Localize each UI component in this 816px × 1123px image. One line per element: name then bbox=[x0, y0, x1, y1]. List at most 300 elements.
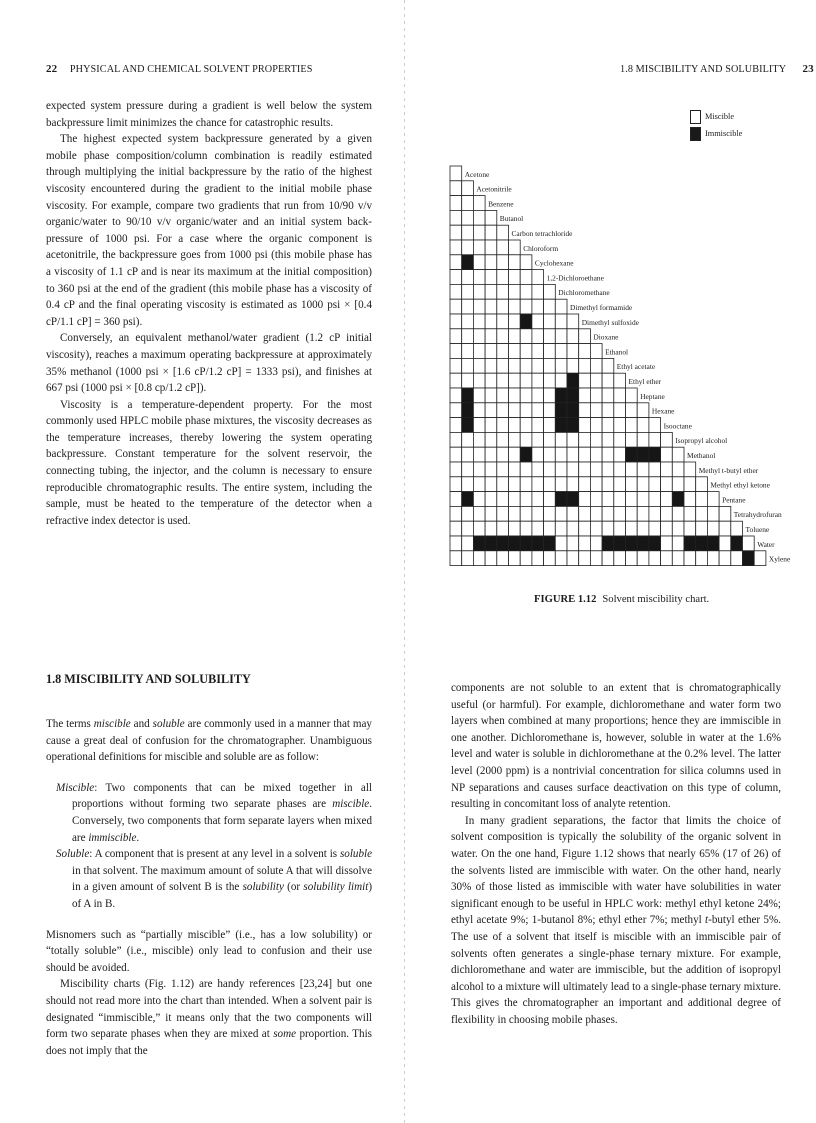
miscible-cell bbox=[497, 240, 509, 255]
miscible-cell bbox=[520, 299, 532, 314]
miscible-cell bbox=[485, 314, 497, 329]
miscible-cell bbox=[532, 403, 544, 418]
paragraph: Conversely, an equivalent methanol/water gradient (1.2 cP initial viscosity), reaches a maximum operating backpressure at approximately 35% methanol (1000 psi × [1.6 cP/1.2 cP] = 1333 psi), and finishes at 667 psi (1000 psi × [0.8 cp/1.2 cP]). bbox=[46, 332, 372, 395]
immiscible-cell bbox=[567, 388, 579, 403]
diagonal-cell bbox=[544, 284, 556, 299]
miscible-cell bbox=[509, 255, 521, 270]
miscible-cell bbox=[579, 506, 591, 521]
miscible-cell bbox=[450, 284, 462, 299]
miscible-cell bbox=[567, 551, 579, 566]
miscible-cell bbox=[473, 329, 485, 344]
miscible-cell bbox=[497, 299, 509, 314]
miscible-cell bbox=[485, 492, 497, 507]
immiscible-cell bbox=[626, 447, 638, 462]
diagonal-cell bbox=[485, 210, 497, 225]
miscible-cell bbox=[497, 284, 509, 299]
miscible-cell bbox=[450, 432, 462, 447]
diagonal-cell bbox=[520, 255, 532, 270]
immiscible-cell bbox=[602, 536, 614, 551]
miscible-cell bbox=[462, 373, 474, 388]
miscible-cell bbox=[544, 492, 556, 507]
miscible-cell bbox=[555, 344, 567, 359]
miscible-cell bbox=[684, 492, 696, 507]
miscible-cell bbox=[462, 210, 474, 225]
miscible-cell bbox=[485, 299, 497, 314]
miscible-cell bbox=[509, 388, 521, 403]
page-gutter bbox=[404, 0, 405, 1123]
solvent-label: Toluene bbox=[745, 525, 770, 534]
miscible-cell bbox=[590, 432, 602, 447]
miscible-cell bbox=[555, 358, 567, 373]
miscible-cell bbox=[637, 462, 649, 477]
miscible-cell bbox=[450, 506, 462, 521]
miscible-cell bbox=[473, 492, 485, 507]
miscible-cell bbox=[497, 506, 509, 521]
miscible-cell bbox=[555, 536, 567, 551]
miscible-cell bbox=[637, 418, 649, 433]
diagonal-cell bbox=[684, 462, 696, 477]
miscible-cell bbox=[462, 358, 474, 373]
miscible-cell bbox=[532, 462, 544, 477]
miscible-cell bbox=[649, 477, 661, 492]
miscible-cell bbox=[485, 388, 497, 403]
miscible-cell bbox=[602, 492, 614, 507]
miscible-cell bbox=[590, 506, 602, 521]
definition-soluble: Soluble: A component that is present at any level in a solvent is soluble in that solvent. The maximum amount of solute A that will dissolve in a given amount of solvent B is the solubility (or solubility limit) of A in B. bbox=[56, 848, 373, 910]
miscible-cell bbox=[637, 432, 649, 447]
miscible-cell bbox=[473, 447, 485, 462]
miscible-cell bbox=[579, 358, 591, 373]
miscible-cell bbox=[602, 418, 614, 433]
miscible-cell bbox=[509, 492, 521, 507]
miscible-cell bbox=[520, 403, 532, 418]
miscible-cell bbox=[614, 432, 626, 447]
miscible-cell bbox=[497, 388, 509, 403]
left-page-number: 22 bbox=[46, 63, 58, 75]
miscible-cell bbox=[532, 299, 544, 314]
miscible-cell bbox=[602, 521, 614, 536]
miscible-cell bbox=[555, 329, 567, 344]
miscible-cell bbox=[532, 521, 544, 536]
charts-paragraph: Miscibility charts (Fig. 1.12) are handy references [23,24] but one should not read more into the chart than intended. When a solvent pair is designated “immiscible,” it means only that the two components will form two separate phases when they are mixed at some proportion. This does not imply that the bbox=[46, 978, 372, 1057]
miscible-cell bbox=[520, 388, 532, 403]
solvent-label: Cyclohexane bbox=[534, 258, 574, 268]
miscible-cell bbox=[520, 329, 532, 344]
miscible-cell bbox=[497, 492, 509, 507]
miscible-cell bbox=[661, 477, 673, 492]
miscible-cell bbox=[473, 373, 485, 388]
miscible-cell bbox=[450, 447, 462, 462]
miscible-cell bbox=[497, 418, 509, 433]
miscible-cell bbox=[497, 521, 509, 536]
immiscible-cell bbox=[684, 536, 696, 551]
miscible-cell bbox=[485, 344, 497, 359]
miscible-cell bbox=[579, 477, 591, 492]
miscible-cell bbox=[696, 521, 708, 536]
miscible-cell bbox=[450, 462, 462, 477]
miscible-cell bbox=[696, 492, 708, 507]
immiscible-cell bbox=[532, 536, 544, 551]
solvent-label: Carbon tetrachloride bbox=[511, 229, 573, 238]
immiscible-cell bbox=[555, 492, 567, 507]
miscible-cell bbox=[637, 492, 649, 507]
paragraph: In many gradient separations, the factor that limits the choice of solvent composition is typically the solubility of the organic solvent in water. On the one hand, Figure 1.12 shows that nearly 65% (17 of 26) of the solvents listed are immiscible with water. On the other hand, nearly 30% of those listed as immiscible with water have solubilities in water significant enough to be useful in HPLC work: methyl ethyl ketone 24%; ethyl acetate 9%; 1-butanol 8%; ethyl ether 7%; methyl t-butyl ether 5%. The use of a solvent that itself is miscible with an immiscible pair of solvents often generates a single-phase ternary mixture. For example, dichloromethane and water are immiscible, but the addition of isopropyl alcohol to a mixture will ultimately lead to a single-phase ternary mixture. This gives the chromatographer an important and additional degree of flexibility in choosing mobile phases. bbox=[451, 814, 781, 1026]
miscible-cell bbox=[555, 462, 567, 477]
legend-immiscible-label: Immiscible bbox=[705, 129, 743, 138]
miscible-cell bbox=[473, 358, 485, 373]
miscible-cell bbox=[579, 521, 591, 536]
miscible-cell bbox=[590, 536, 602, 551]
miscible-cell bbox=[520, 284, 532, 299]
miscible-cell bbox=[485, 284, 497, 299]
miscible-cell bbox=[509, 344, 521, 359]
miscible-cell bbox=[462, 432, 474, 447]
miscible-cell bbox=[485, 551, 497, 566]
miscible-cell bbox=[497, 314, 509, 329]
solvent-label: Ethyl acetate bbox=[616, 362, 656, 372]
immiscible-cell bbox=[637, 536, 649, 551]
miscible-cell bbox=[462, 240, 474, 255]
solvent-label: Ethanol bbox=[605, 347, 629, 357]
miscible-cell bbox=[450, 536, 462, 551]
miscible-cell bbox=[590, 403, 602, 418]
miscible-cell bbox=[485, 477, 497, 492]
miscible-cell bbox=[626, 432, 638, 447]
immiscible-cell bbox=[567, 492, 579, 507]
diagonal-cell bbox=[590, 344, 602, 359]
immiscible-cell bbox=[649, 536, 661, 551]
miscible-cell bbox=[684, 506, 696, 521]
diagonal-cell bbox=[743, 536, 755, 551]
miscible-cell bbox=[473, 240, 485, 255]
misnomers-paragraph: Misnomers such as “partially miscible” (i.e., has a low solubility) or “totally soluble” (i.e., miscible) only lead to confusion and their use should be avoided. bbox=[46, 928, 372, 974]
miscible-cell bbox=[473, 477, 485, 492]
immiscible-cell bbox=[520, 447, 532, 462]
miscible-cell bbox=[590, 388, 602, 403]
miscible-cell bbox=[544, 551, 556, 566]
miscible-cell bbox=[544, 506, 556, 521]
miscible-cell bbox=[485, 358, 497, 373]
miscible-cell bbox=[532, 477, 544, 492]
miscible-cell bbox=[626, 403, 638, 418]
miscible-cell bbox=[707, 521, 719, 536]
miscible-cell bbox=[626, 462, 638, 477]
miscible-cell bbox=[661, 536, 673, 551]
miscible-cell bbox=[497, 447, 509, 462]
diagonal-cell bbox=[672, 447, 684, 462]
miscible-cell bbox=[579, 403, 591, 418]
solvent-label: Dioxane bbox=[593, 332, 619, 342]
miscible-cell bbox=[532, 432, 544, 447]
miscible-cell bbox=[473, 551, 485, 566]
solvent-label: Dimethyl sulfoxide bbox=[581, 317, 639, 327]
miscible-cell bbox=[590, 358, 602, 373]
miscible-cell bbox=[707, 506, 719, 521]
diagonal-cell bbox=[649, 418, 661, 433]
miscible-cell bbox=[649, 462, 661, 477]
miscible-cell bbox=[661, 492, 673, 507]
immiscible-cell bbox=[731, 536, 743, 551]
diagonal-cell bbox=[614, 373, 626, 388]
miscible-cell bbox=[450, 403, 462, 418]
diagonal-cell bbox=[450, 166, 462, 181]
miscible-cell bbox=[532, 492, 544, 507]
immiscible-cell bbox=[555, 388, 567, 403]
miscible-cell bbox=[485, 240, 497, 255]
miscible-cell bbox=[696, 506, 708, 521]
immiscible-cell bbox=[649, 447, 661, 462]
miscible-cell bbox=[544, 344, 556, 359]
left-page-header bbox=[46, 63, 313, 75]
miscible-cell bbox=[626, 418, 638, 433]
solvent-label: 1,2-Dichloroethane bbox=[546, 273, 604, 283]
miscible-cell bbox=[532, 506, 544, 521]
diagonal-cell bbox=[579, 329, 591, 344]
miscible-cell bbox=[590, 418, 602, 433]
immiscible-cell bbox=[637, 447, 649, 462]
right-page-number: 23 bbox=[802, 63, 814, 75]
miscible-cell bbox=[567, 447, 579, 462]
miscible-cell bbox=[637, 521, 649, 536]
miscible-cell bbox=[509, 447, 521, 462]
miscible-cell bbox=[579, 462, 591, 477]
miscible-cell bbox=[462, 196, 474, 211]
miscible-cell bbox=[579, 536, 591, 551]
miscible-cell bbox=[509, 506, 521, 521]
miscible-cell bbox=[462, 447, 474, 462]
miscible-cell bbox=[462, 506, 474, 521]
miscible-cell bbox=[450, 240, 462, 255]
miscible-cell bbox=[614, 506, 626, 521]
miscible-cell bbox=[485, 329, 497, 344]
solvent-label: Butanol bbox=[499, 214, 524, 224]
miscible-cell bbox=[707, 551, 719, 566]
miscible-cell bbox=[520, 358, 532, 373]
miscible-cell bbox=[450, 181, 462, 196]
miscible-cell bbox=[544, 403, 556, 418]
miscible-cell bbox=[497, 373, 509, 388]
miscible-cell bbox=[567, 477, 579, 492]
miscible-cell bbox=[614, 388, 626, 403]
miscible-cell bbox=[544, 447, 556, 462]
miscible-cell bbox=[555, 314, 567, 329]
diagonal-cell bbox=[696, 477, 708, 492]
solvent-label: Ethyl ether bbox=[628, 377, 662, 386]
miscible-cell bbox=[532, 373, 544, 388]
miscible-cell bbox=[473, 270, 485, 285]
immiscible-cell bbox=[672, 492, 684, 507]
right-bottom-text bbox=[451, 680, 781, 1028]
miscible-cell bbox=[497, 432, 509, 447]
miscible-cell bbox=[462, 536, 474, 551]
miscible-cell bbox=[555, 551, 567, 566]
miscible-cell bbox=[532, 551, 544, 566]
miscible-cell bbox=[509, 284, 521, 299]
miscible-cell bbox=[590, 521, 602, 536]
miscible-cell bbox=[450, 196, 462, 211]
immiscible-cell bbox=[555, 418, 567, 433]
miscible-cell bbox=[602, 388, 614, 403]
miscible-cell bbox=[637, 477, 649, 492]
miscible-cell bbox=[567, 344, 579, 359]
miscible-cell bbox=[719, 536, 731, 551]
miscible-cell bbox=[462, 521, 474, 536]
diagonal-cell bbox=[754, 551, 766, 566]
miscible-cell bbox=[672, 477, 684, 492]
immiscible-cell bbox=[473, 536, 485, 551]
miscible-cell bbox=[450, 299, 462, 314]
miscible-cell bbox=[614, 403, 626, 418]
miscible-cell bbox=[473, 210, 485, 225]
solvent-label: Dichloromethane bbox=[558, 288, 610, 298]
miscible-cell bbox=[602, 373, 614, 388]
miscible-cell bbox=[684, 477, 696, 492]
miscible-cell bbox=[649, 492, 661, 507]
miscible-cell bbox=[719, 551, 731, 566]
immiscible-cell bbox=[462, 492, 474, 507]
miscible-cell bbox=[473, 521, 485, 536]
miscible-cell bbox=[544, 373, 556, 388]
miscible-cell bbox=[532, 314, 544, 329]
miscible-cell bbox=[485, 432, 497, 447]
miscible-cell bbox=[684, 521, 696, 536]
miscible-cell bbox=[450, 358, 462, 373]
figure-label: FIGURE 1.12 bbox=[534, 594, 597, 605]
miscible-cell bbox=[450, 551, 462, 566]
diagonal-cell bbox=[473, 196, 485, 211]
miscible-cell bbox=[579, 447, 591, 462]
miscible-cell bbox=[567, 358, 579, 373]
miscible-cell bbox=[485, 225, 497, 240]
miscible-cell bbox=[555, 477, 567, 492]
miscibility-chart bbox=[440, 160, 791, 580]
immiscible-cell bbox=[462, 255, 474, 270]
miscible-cell bbox=[450, 225, 462, 240]
miscible-cell bbox=[684, 551, 696, 566]
miscible-cell bbox=[473, 284, 485, 299]
miscible-cell bbox=[590, 492, 602, 507]
miscible-cell bbox=[450, 492, 462, 507]
miscible-cell bbox=[614, 462, 626, 477]
miscible-cell bbox=[485, 255, 497, 270]
miscible-cell bbox=[590, 373, 602, 388]
miscible-cell bbox=[555, 506, 567, 521]
solvent-label: Acetonitrile bbox=[476, 184, 512, 194]
miscible-cell bbox=[509, 403, 521, 418]
miscible-cell bbox=[731, 551, 743, 566]
miscible-cell bbox=[450, 255, 462, 270]
miscible-cell bbox=[626, 492, 638, 507]
miscible-cell bbox=[567, 536, 579, 551]
miscible-cell bbox=[450, 314, 462, 329]
miscible-cell bbox=[637, 506, 649, 521]
miscible-cell bbox=[473, 314, 485, 329]
solvent-label: Chloroform bbox=[523, 243, 559, 253]
miscible-cell bbox=[485, 462, 497, 477]
immiscible-cell bbox=[555, 403, 567, 418]
miscible-cell bbox=[579, 551, 591, 566]
miscible-cell bbox=[555, 432, 567, 447]
miscible-cell bbox=[661, 506, 673, 521]
miscible-cell bbox=[579, 418, 591, 433]
miscible-cell bbox=[672, 551, 684, 566]
miscible-cell bbox=[509, 270, 521, 285]
miscible-cell bbox=[614, 551, 626, 566]
miscible-cell bbox=[462, 314, 474, 329]
definition-list bbox=[56, 780, 372, 913]
miscible-cell bbox=[473, 388, 485, 403]
miscible-cell bbox=[485, 373, 497, 388]
miscible-cell bbox=[485, 270, 497, 285]
diagonal-cell bbox=[626, 388, 638, 403]
immiscible-cell bbox=[462, 388, 474, 403]
miscible-cell bbox=[567, 462, 579, 477]
miscible-cell bbox=[520, 462, 532, 477]
miscible-cell bbox=[614, 492, 626, 507]
miscible-cell bbox=[626, 506, 638, 521]
miscible-cell bbox=[602, 447, 614, 462]
miscible-cell bbox=[497, 462, 509, 477]
right-running-title: 1.8 MISCIBILITY AND SOLUBILITY bbox=[620, 64, 786, 75]
miscible-cell bbox=[497, 477, 509, 492]
miscible-cell bbox=[626, 521, 638, 536]
miscible-cell bbox=[544, 314, 556, 329]
miscible-cell bbox=[509, 418, 521, 433]
miscible-cell bbox=[462, 284, 474, 299]
miscible-cell bbox=[497, 551, 509, 566]
legend-miscible-label: Miscible bbox=[705, 112, 735, 121]
solvent-label: Hexane bbox=[651, 406, 675, 416]
miscible-cell bbox=[614, 521, 626, 536]
miscible-cell bbox=[672, 536, 684, 551]
miscible-cell bbox=[450, 521, 462, 536]
right-page-header bbox=[620, 63, 814, 75]
miscible-cell bbox=[614, 477, 626, 492]
miscible-cell bbox=[544, 329, 556, 344]
miscible-cell bbox=[509, 521, 521, 536]
diagonal-cell bbox=[661, 432, 673, 447]
miscible-cell bbox=[672, 462, 684, 477]
miscible-cell bbox=[462, 270, 474, 285]
diagonal-cell bbox=[555, 299, 567, 314]
miscible-cell bbox=[462, 462, 474, 477]
miscible-cell bbox=[509, 299, 521, 314]
immiscible-cell bbox=[497, 536, 509, 551]
miscible-cell bbox=[473, 225, 485, 240]
miscible-cell bbox=[497, 358, 509, 373]
miscible-cell bbox=[555, 447, 567, 462]
miscible-cell bbox=[509, 462, 521, 477]
miscible-cell bbox=[509, 358, 521, 373]
miscible-cell bbox=[520, 492, 532, 507]
miscible-cell bbox=[509, 477, 521, 492]
miscible-cell bbox=[473, 506, 485, 521]
miscible-cell bbox=[544, 432, 556, 447]
miscible-cell bbox=[450, 344, 462, 359]
miscible-cell bbox=[661, 521, 673, 536]
immiscible-cell bbox=[520, 314, 532, 329]
miscible-cell bbox=[661, 447, 673, 462]
miscible-cell bbox=[567, 329, 579, 344]
miscible-cell bbox=[497, 270, 509, 285]
miscible-cell bbox=[473, 462, 485, 477]
miscible-cell bbox=[497, 255, 509, 270]
miscible-cell bbox=[509, 373, 521, 388]
diagonal-cell bbox=[731, 521, 743, 536]
immiscible-cell bbox=[520, 536, 532, 551]
miscible-cell bbox=[590, 551, 602, 566]
miscible-cell bbox=[672, 521, 684, 536]
